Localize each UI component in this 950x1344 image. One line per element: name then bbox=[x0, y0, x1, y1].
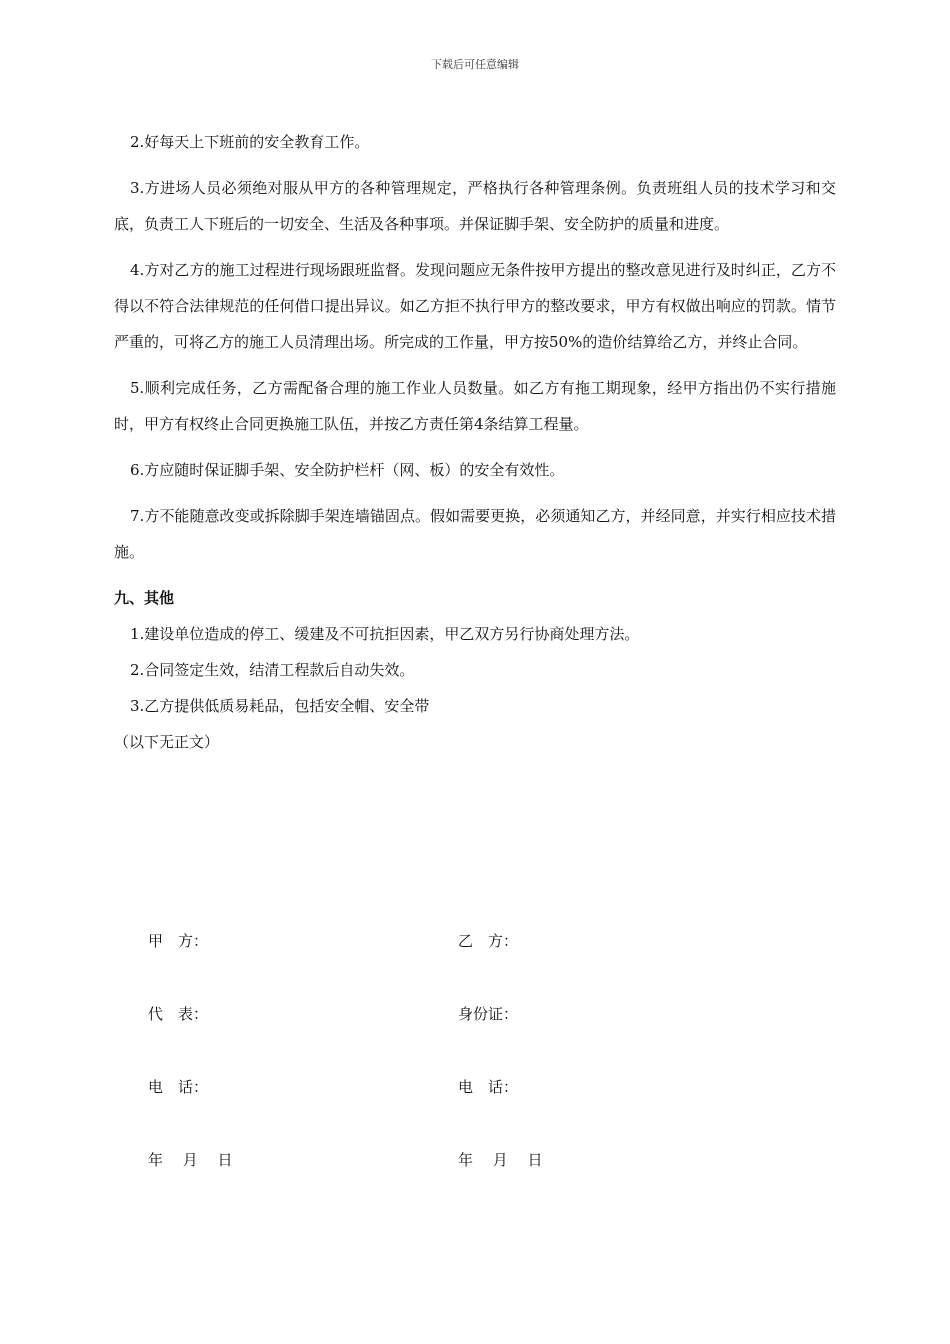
phone-b-label: 电 话： bbox=[458, 1078, 519, 1096]
clause-5: 5.顺利完成任务，乙方需配备合理的施工作业人员数量。如乙方有拖工期现象，经甲方指出仍不实行措施时，甲方有权终止合同更换施工队伍，并按乙方责任第4条结算工程量。 bbox=[114, 379, 836, 433]
other-item-2: 2.合同签定生效，结清工程款后自动失效。 bbox=[130, 661, 415, 679]
signature-row-identity bbox=[148, 1003, 748, 1076]
signature-row-date bbox=[148, 1149, 748, 1222]
representative-label: 代 表： bbox=[148, 1005, 209, 1023]
end-note: （以下无正文） bbox=[114, 733, 220, 751]
other-item-1: 1.建设单位造成的停工、缓建及不可抗拒因素，甲乙双方另行协商处理方法。 bbox=[130, 625, 640, 643]
clause-3: 3.方进场人员必须绝对服从甲方的各种管理规定，严格执行各种管理条例。负责班组人员的技术学习和交底，负责工人下班后的一切安全、生活及各种事项。并保证脚手架、安全防护的质量和进度。 bbox=[114, 179, 836, 233]
section-heading-other: 九、其他 bbox=[114, 589, 175, 607]
clause-7: 7.方不能随意改变或拆除脚手架连墙锚固点。假如需要更换，必须通知乙方，并经同意，并实行相应技术措施。 bbox=[114, 507, 836, 561]
id-card-label: 身份证： bbox=[458, 1005, 519, 1023]
clause-2: 2.好每天上下班前的安全教育工作。 bbox=[130, 133, 370, 151]
document-body bbox=[114, 124, 836, 760]
date-b-label: 年 月 日 bbox=[458, 1151, 543, 1169]
other-item-3: 3.乙方提供低质易耗品，包括安全帽、安全带 bbox=[130, 697, 430, 715]
date-a-label: 年 月 日 bbox=[148, 1151, 233, 1169]
phone-a-label: 电 话： bbox=[148, 1078, 209, 1096]
party-a-label: 甲 方： bbox=[148, 932, 209, 950]
clause-6: 6.方应随时保证脚手架、安全防护栏杆（网、板）的安全有效性。 bbox=[130, 461, 565, 479]
party-b-label: 乙 方： bbox=[458, 932, 519, 950]
signature-row-party bbox=[148, 930, 748, 1003]
signature-block bbox=[148, 930, 748, 1222]
header-note: 下载后可任意编辑 bbox=[431, 58, 519, 71]
signature-row-phone bbox=[148, 1076, 748, 1149]
clause-4: 4.方对乙方的施工过程进行现场跟班监督。发现问题应无条件按甲方提出的整改意见进行及时纠正，乙方不得以不符合法律规范的任何借口提出异议。如乙方拒不执行甲方的整改要求，甲方有权做出响应的罚款。情节严重的，可将乙方的施工人员清理出场。所完成的工作量，甲方按50%的造价结算给乙方，并终止合同。 bbox=[114, 261, 836, 351]
